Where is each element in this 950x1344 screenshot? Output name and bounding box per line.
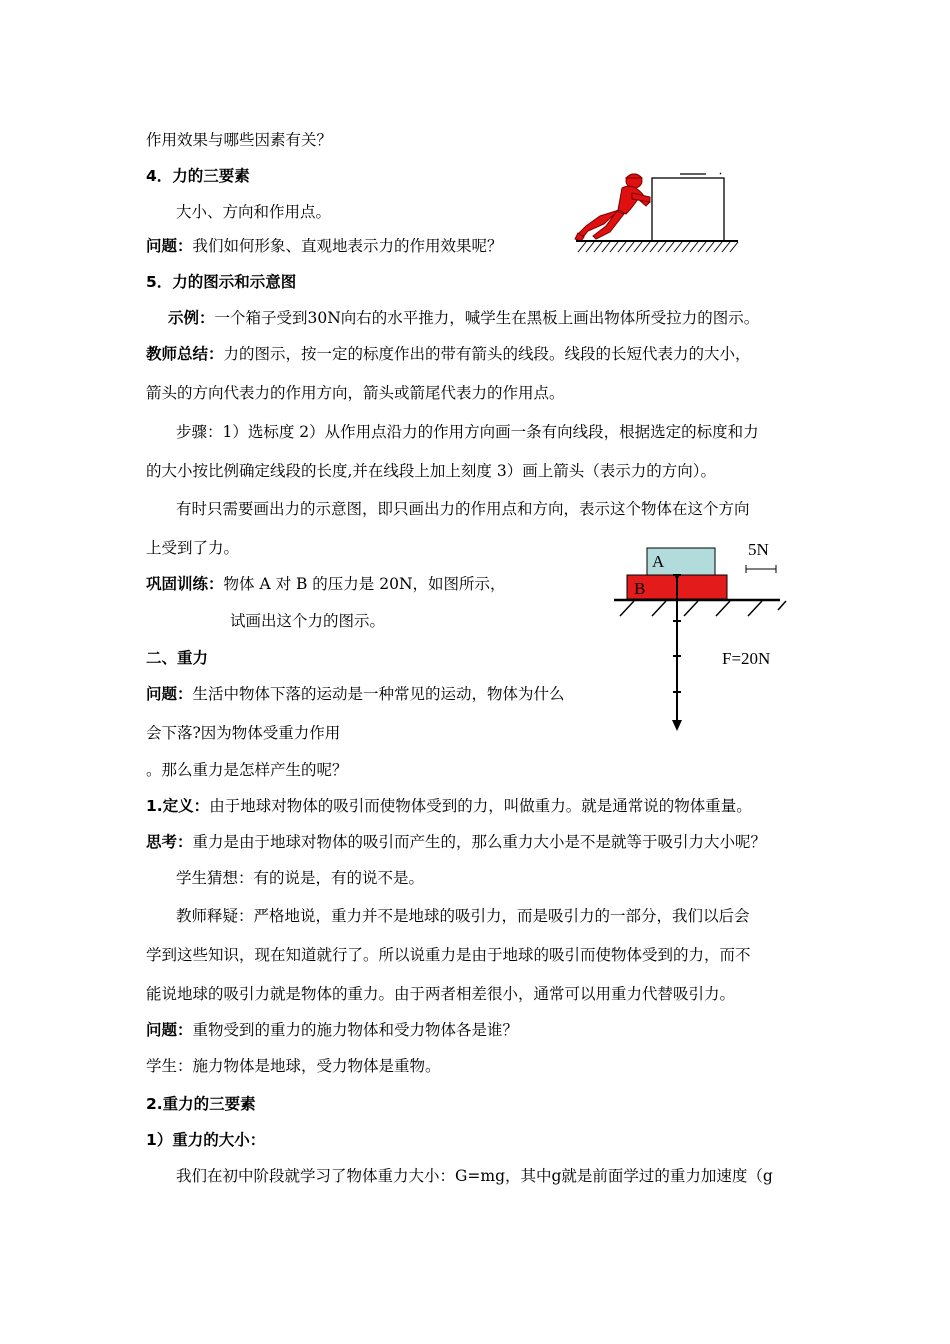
label-think: 思考： [146,833,193,851]
box-dot-mark [720,173,721,174]
text-line: 能说地球的吸引力就是物体的重力。由于两者相差很小，通常可以用重力代替吸引力。 [146,985,736,1003]
section-heading: 5．力的图示和示意图 [146,273,297,291]
question-line [146,684,565,704]
section-heading: 4．力的三要素 [146,167,250,185]
text-span: 重力是由于地球对物体的吸引而产生的，那么重力大小是不是就等于吸引力大小呢？ [192,833,767,851]
text-line: 有时只需要画出力的示意图，即只画出力的作用点和方向，表示这个物体在这个方向 [176,500,750,518]
text-span: 由于地球对物体的吸引而使物体受到的力，叫做重力。就是通常说的物体重量。 [209,797,752,815]
text-line: 大小、方向和作用点。 [176,203,332,221]
question-line [146,236,503,256]
text-line: 步骤：1）选标度 2）从作用点沿力的作用方向画一条有向线段，根据选定的标度和力 [176,423,759,441]
text-line: 会下落?因为物体受重力作用 [146,724,341,742]
text-line: 的大小按比例确定线段的长度,并在线段上加上刻度 3）画上箭头（表示力的方向）。 [146,462,716,480]
block-a-label: A [652,552,665,571]
think-line [146,832,766,852]
text-span: 物体 A 对 B 的压力是 20N，如图所示， [223,575,506,593]
summary-line [146,344,751,364]
section-heading: 2.重力的三要素 [146,1095,256,1113]
block-b-label: B [634,579,646,598]
text-span: 生活中物体下落的运动是一种常见的运动，物体为什么 [192,685,565,703]
text-span: 我们如何形象、直观地表示力的作用效果呢？ [192,237,503,255]
exercise-line [146,574,506,594]
force-label: F=20N [722,649,771,668]
text-line: 教师释疑：严格地说，重力并不是地球的吸引力，而是吸引力的一部分，我们以后会 [176,907,750,925]
label-question: 问题： [146,1021,193,1039]
question-line [146,1020,518,1040]
label-definition: 1.定义： [146,797,210,815]
text-line: 学生：施力物体是地球，受力物体是重物。 [146,1057,441,1075]
box [652,178,724,241]
scale-label: 5N [748,540,769,559]
text-span: 重物受到的重力的施力物体和受力物体各是谁？ [192,1021,519,1039]
definition-line [146,796,752,816]
subsection-heading: 1）重力的大小： [146,1131,266,1149]
label-example: 示例： [168,309,215,327]
text-line: 作用效果与哪些因素有关？ [146,131,333,149]
force-application-point [675,574,679,578]
label-question: 问题： [146,237,193,255]
label-exercise: 巩固训练： [146,575,224,593]
ground-hatching [620,601,786,616]
section-heading: 二、重力 [146,649,209,667]
text-line: 上受到了力。 [146,539,240,557]
text-line: 学生猜想：有的说是，有的说不是。 [176,869,425,887]
label-question: 问题： [146,685,193,703]
example-line [168,308,759,328]
pushing-box-figure [574,166,740,258]
text-line: 箭头的方向代表力的作用方向，箭头或箭尾代表力的作用点。 [146,384,565,402]
text-line: 试画出这个力的图示。 [230,612,386,630]
text-span: 一个箱子受到30N向右的水平推力，喊学生在黑板上画出物体所受拉力的图示。 [214,309,760,327]
force-arrowhead [672,720,682,731]
text-line: 我们在初中阶段就学习了物体重力大小：G=mg，其中g就是前面学过的重力加速度（g [176,1167,773,1185]
text-line: 。那么重力是怎样产生的呢？ [146,761,348,779]
label-teacher-summary: 教师总结： [146,345,224,363]
force-diagram-figure [612,536,788,736]
text-line: 学到这些知识，现在知道就行了。所以说重力是由于地球的吸引而使物体受到的力，而不 [146,946,751,964]
text-span: 力的图示，按一定的标度作出的带有箭头的线段。线段的长短代表力的大小， [223,345,751,363]
pushing-person-icon [575,174,650,241]
ground-hatching [578,242,738,252]
